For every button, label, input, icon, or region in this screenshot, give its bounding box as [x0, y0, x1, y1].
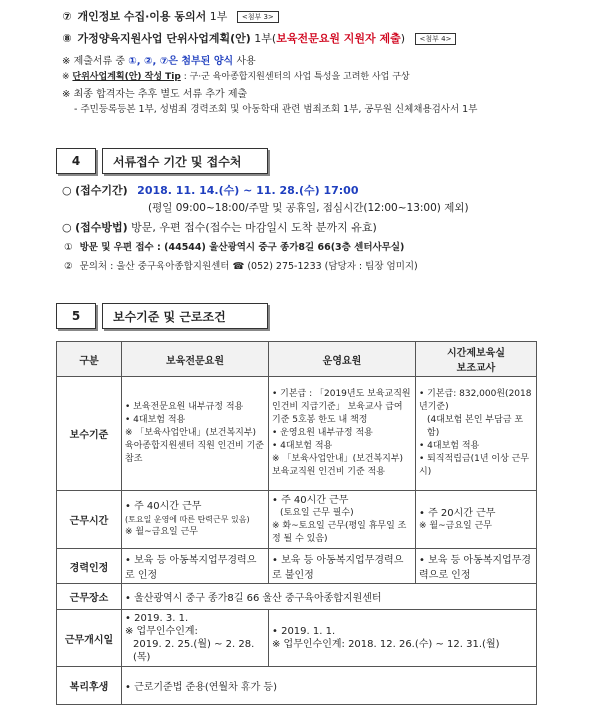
cell-line: • 기본급 : 「2019년도 보육교직원 인건비 지급기준」 보육교사 급여 기준 5호봉 한도 내 책정: [272, 389, 411, 425]
header-category: 구분: [57, 342, 122, 377]
item-mark: ⑦: [62, 10, 72, 23]
section-number: 4: [56, 148, 96, 174]
bullet: ○: [62, 221, 72, 234]
period-line: [62, 182, 358, 198]
period-value: 2018. 11. 14.(수) ~ 11. 28.(수) 17:00: [137, 184, 359, 197]
cell-line: ※ 「보육사업안내」(보건복지부) 보육교직원 인건비 기준 적용: [272, 454, 404, 477]
method-line: [62, 219, 377, 235]
note-pre: 제출서류 중: [73, 56, 126, 67]
header-line: 시간제보육실: [447, 348, 505, 359]
cell-line: • 운영요원 내부규정 적용: [272, 428, 373, 438]
cell-line: ※ 화~토요일 근무(평일 휴무일 조정 될 수 있음): [272, 520, 407, 544]
row-label: 보수기준: [57, 377, 122, 491]
table-cell: [416, 377, 537, 491]
section-title: 서류접수 기간 및 접수처: [102, 148, 268, 174]
row-label: 경력인정: [57, 549, 122, 584]
section-4-header: [56, 148, 268, 174]
note-text: - 주민등록등본 1부, 성범죄 경력조회 및 아동학대 관련 범죄조회 1부, 공무원 신체채용검사서 1부: [74, 104, 478, 115]
note-text: 최종 합격자는 추후 별도 서류 추가 제출: [73, 89, 248, 100]
item-mark: ⑧: [62, 32, 72, 45]
table-cell: • 보육 등 아동복지업무경력으로 인정: [416, 549, 537, 584]
table-cell: [269, 491, 416, 549]
contact-text: 문의처 : 울산 중구육아종합지원센터 ☎ (052) 275-1233 (담당자 : 팀장 엄미지): [79, 261, 418, 272]
note-bold: 단위사업계획(안) 작성 Tip: [72, 72, 181, 82]
row-label: 근무개시일: [57, 610, 122, 667]
cell-line: • 주 40시간 근무: [272, 494, 349, 506]
cell-line: • 퇴직적립금(1년 이상 근무 시): [419, 454, 530, 477]
note-mark: ※: [62, 72, 70, 82]
cell-line: • 2019. 3. 1.: [125, 613, 189, 624]
table-cell: • 울산광역시 중구 종가8길 66 울산 중구육아종합지원센터: [122, 584, 537, 610]
note-mark: ※: [62, 56, 71, 67]
cell-line: ※ 월~금요일 근무: [125, 527, 198, 537]
header-line: 보조교사: [456, 363, 496, 374]
table-cell: • 보육 등 아동복지업무경력으로 인정: [122, 549, 269, 584]
item-count-suffix: ): [400, 32, 406, 45]
attachment-item-7: [60, 8, 279, 24]
table-row: [57, 584, 537, 610]
table-row: [57, 610, 537, 667]
cell-line: • 2019. 1. 1.: [272, 626, 336, 637]
cell-line: • 4대보험 적용: [419, 441, 480, 451]
table-cell: [416, 491, 537, 549]
period-label: (접수기간): [75, 184, 128, 197]
address-mark: ①: [64, 242, 73, 253]
row-label: 근무시간: [57, 491, 122, 549]
table-row: [57, 549, 537, 584]
table-header-row: [57, 342, 537, 377]
contact-line: [64, 258, 418, 272]
item-count: 1부: [209, 10, 228, 23]
item-count-prefix: 1부(: [254, 32, 277, 45]
cell-line: • 4대보험 적용: [125, 415, 186, 425]
header-childcare-specialist: 보육전문요원: [122, 342, 269, 377]
cell-line: • 기본급: 832,000원(2018년기준): [419, 389, 532, 412]
note-3: [62, 85, 247, 100]
table-row: [57, 667, 537, 705]
header-operation-staff: 운영요원: [269, 342, 416, 377]
note-4: [74, 101, 477, 115]
cell-line: • 주 20시간 근무: [419, 507, 496, 519]
note-2: [62, 69, 410, 82]
cell-line: • 4대보험 적용: [272, 441, 333, 451]
note-mark: ※: [62, 89, 71, 100]
cell-line: • 주 40시간 근무: [125, 501, 202, 512]
section-title: 보수기준 및 근로조건: [102, 303, 268, 329]
cell-line: 2019. 2. 25.(월) ~ 2. 28.(목): [133, 639, 255, 663]
attachment-tag: <첨부 3>: [237, 11, 279, 23]
table-cell: [122, 377, 269, 491]
table-cell: [269, 377, 416, 491]
note-1: [62, 52, 256, 67]
row-label: 복리후생: [57, 667, 122, 705]
cell-line: (4대보험 본인 부담금 포함): [427, 415, 524, 438]
contact-mark: ②: [64, 261, 73, 272]
header-assistant-teacher: [416, 342, 537, 377]
cell-line: ※ 월~금요일 근무: [419, 520, 492, 531]
address-text: 방문 및 우편 접수 : (44544) 울산광역시 중구 종가8길 66(3층 센터사무실): [79, 242, 405, 253]
table-cell: [122, 610, 269, 667]
note-post: 사용: [236, 56, 256, 67]
item-text: 개인정보 수집·이용 동의서: [77, 10, 207, 23]
method-label: (접수방법): [75, 221, 128, 234]
table-cell: [269, 610, 537, 667]
row-label: 근무장소: [57, 584, 122, 610]
table-cell: • 보육 등 아동복지업무경력으로 불인정: [269, 549, 416, 584]
method-value: 방문, 우편 접수(접수는 마감일시 도착 분까지 유효): [131, 221, 377, 234]
section-5-header: [56, 303, 268, 329]
table-row: [57, 377, 537, 491]
cell-line: (토요일 운영에 따른 탄력근무 있음): [125, 515, 250, 524]
bullet: ○: [62, 184, 72, 197]
table-cell: [122, 491, 269, 549]
table-row: [57, 491, 537, 549]
note-highlight: ①, ②, ⑦은 첨부된 양식: [128, 56, 234, 67]
cell-line: • 보육전문요원 내부규정 적용: [125, 402, 244, 412]
cell-line: (토요일 근무 필수): [280, 507, 354, 518]
cell-line: ※ 업무인수인계:: [125, 626, 198, 637]
attachment-item-8: [60, 30, 456, 46]
cell-line: ※ 업무인수인계: 2018. 12. 26.(수) ~ 12. 31.(월): [272, 639, 500, 650]
period-note: (평일 09:00~18:00/주말 및 공휴일, 점심시간(12:00~13:00) 제외): [148, 202, 469, 214]
item-highlight: 보육전문요원 지원자 제출: [276, 32, 401, 45]
note-rest: : 구·군 육아종합지원센터의 사업 특성을 고려한 사업 구상: [183, 72, 410, 82]
item-text: 가정양육지원사업 단위사업계획(안): [77, 32, 251, 45]
table-cell: • 근로기준법 준용(연월차 휴가 등): [122, 667, 537, 705]
cell-line: ※ 「보육사업안내」(보건복지부) 육아종합지원센터 직원 인건비 기준 참조: [125, 428, 264, 464]
address-line: [64, 239, 404, 253]
attachment-tag: <첨부 4>: [415, 33, 457, 45]
pay-conditions-table: [56, 341, 537, 705]
section-number: 5: [56, 303, 96, 329]
